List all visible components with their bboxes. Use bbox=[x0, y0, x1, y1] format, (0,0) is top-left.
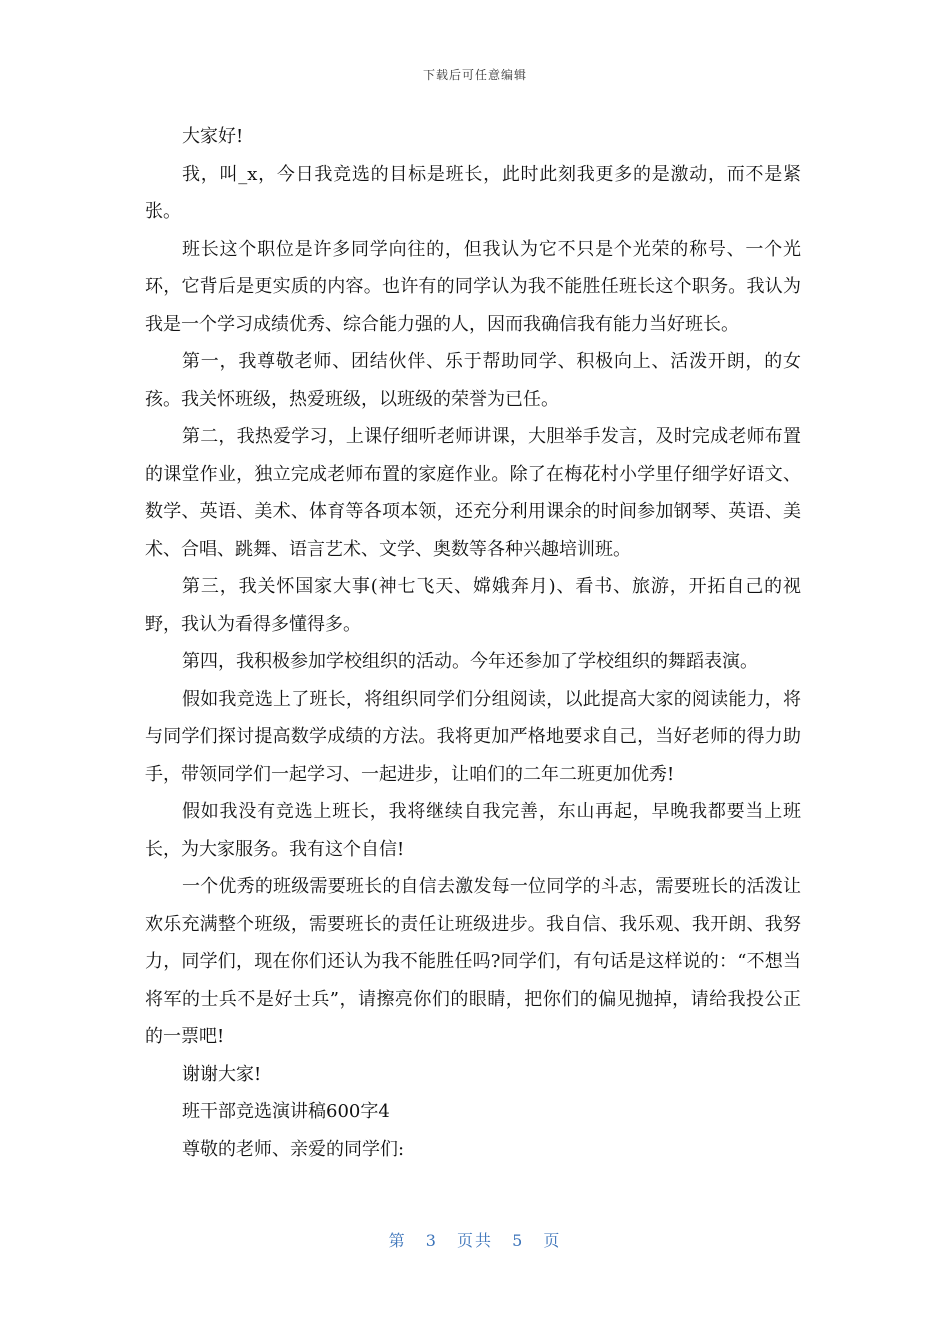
section-heading: 班干部竞选演讲稿600字4 bbox=[182, 1101, 390, 1122]
document-body bbox=[145, 118, 801, 1168]
paragraph-thanks: 谢谢大家! bbox=[182, 1063, 262, 1085]
paragraph-salutation: 尊敬的老师、亲爱的同学们: bbox=[182, 1138, 405, 1160]
paragraph-greeting: 大家好! bbox=[182, 126, 244, 147]
paragraph-appeal: 一个优秀的班级需要班长的自信去激发每一位同学的斗志，需要班长的活泼让欢乐充满整个班级，需要班长的责任让班级进步。我自信、我乐观、我开朗、我努力，同学们，现在你们还认为我不能胜任吗?同学们，有句话是这样说的：“不想当将军的士兵不是好士兵”，请擦亮你们的眼睛，把你们的偏见抛掉，请给我投公正的一票吧! bbox=[145, 876, 801, 1047]
page-header: 下载后可任意编辑 bbox=[422, 68, 527, 82]
paragraph-second: 第二，我热爱学习，上课仔细听老师讲课，大胆举手发言，及时完成老师布置的课堂作业，独立完成老师布置的家庭作业。除了在梅花村小学里仔细学好语文、数学、英语、美术、体育等各项本领，还充分利用课余的时间参加钢琴、英语、美术、合唱、跳舞、语言艺术、文学、奥数等各种兴趣培训班。 bbox=[145, 426, 801, 560]
paragraph-if-not-elected: 假如我没有竞选上班长，我将继续自我完善，东山再起，早晚我都要当上班长，为大家服务。我有这个自信! bbox=[145, 801, 801, 860]
paragraph-if-elected: 假如我竞选上了班长，将组织同学们分组阅读，以此提高大家的阅读能力，将与同学们探讨提高数学成绩的方法。我将更加严格地要求自己，当好老师的得力助手，带领同学们一起学习、一起进步，让咱们的二年二班更加优秀! bbox=[145, 688, 801, 785]
paragraph-fourth: 第四，我积极参加学校组织的活动。今年还参加了学校组织的舞蹈表演。 bbox=[182, 651, 758, 672]
paragraph-first: 第一，我尊敬老师、团结伙伴、乐于帮助同学、积极向上、活泼开朗，的女孩。我关怀班级，热爱班级，以班级的荣誉为已任。 bbox=[145, 351, 801, 410]
page-number-footer: 第 3 页共 5 页 bbox=[388, 1231, 562, 1250]
paragraph-intro: 我，叫_x，今日我竞选的目标是班长，此时此刻我更多的是激动，而不是紧张。 bbox=[145, 163, 801, 222]
paragraph-third: 第三，我关怀国家大事(神七飞天、嫦娥奔月)、看书、旅游，开拓自己的视野，我认为看得多懂得多。 bbox=[145, 576, 801, 635]
paragraph-position: 班长这个职位是许多同学向往的，但我认为它不只是个光荣的称号、一个光环，它背后是更实质的内容。也许有的同学认为我不能胜任班长这个职务。我认为我是一个学习成绩优秀、综合能力强的人，因而我确信我有能力当好班长。 bbox=[145, 238, 801, 335]
